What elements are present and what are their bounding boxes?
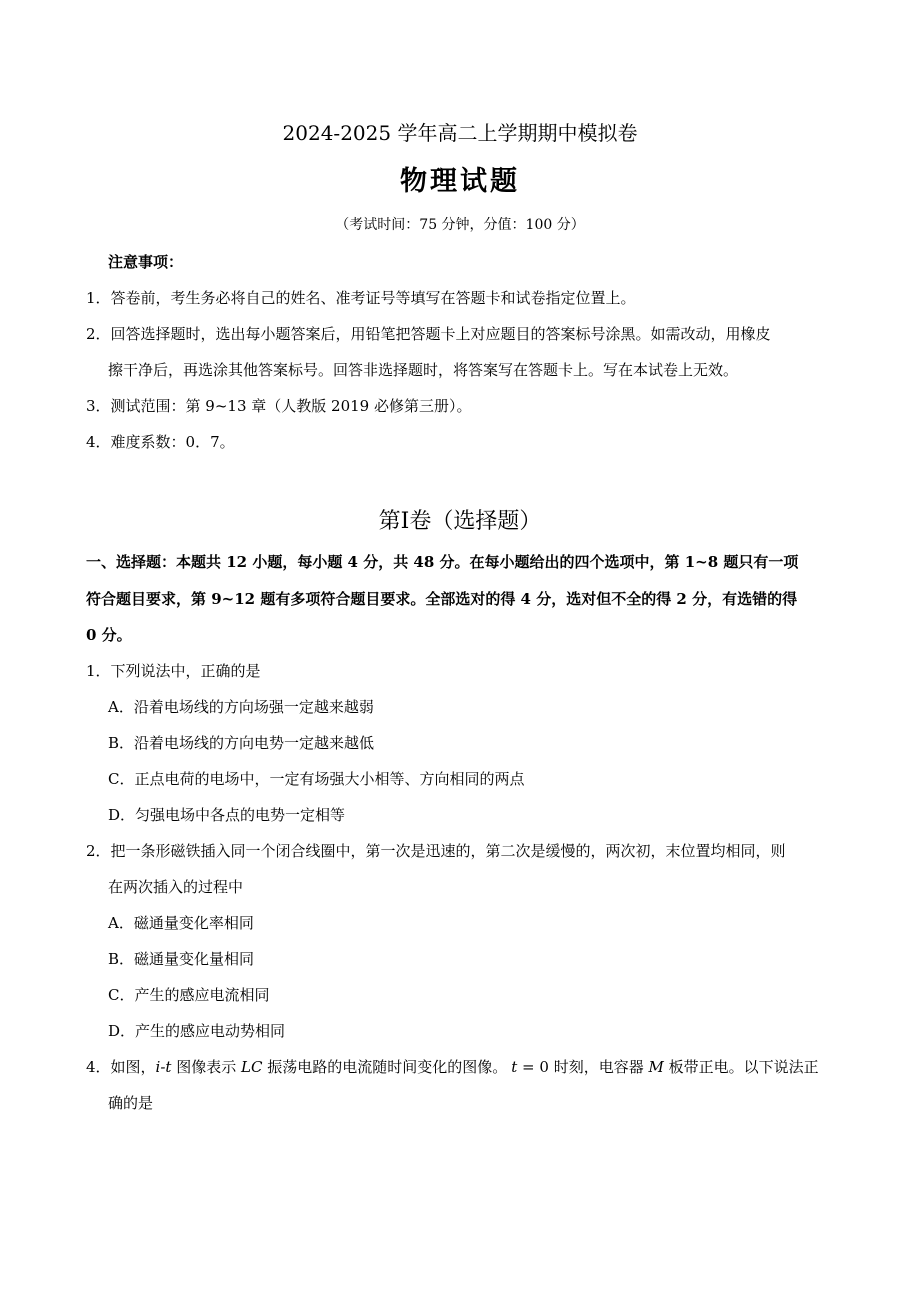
q4-lc-symbol: LC — [241, 1058, 263, 1076]
q4-part: 4．如图， — [86, 1058, 156, 1076]
notice-item-4: 4．难度系数：0．7。 — [86, 433, 235, 451]
section-instruction-2: 符合题目要求，第 9~12 题有多项符合题目要求。全部选对的得 4 分，选对但不全的得 2 分，有选错的得 — [86, 590, 798, 608]
question-1-option-b: B．沿着电场线的方向电势一定越来越低 — [108, 734, 375, 752]
section-instruction-1: 一、选择题：本题共 12 小题，每小题 4 分，共 48 分。在每小题给出的四个选项中，第 1~8 题只有一项 — [86, 553, 799, 571]
question-1-stem: 1．下列说法中，正确的是 — [86, 662, 261, 680]
section-instruction-3: 0 分。 — [86, 626, 132, 644]
question-1-option-a: A．沿着电场线的方向场强一定越来越弱 — [108, 698, 374, 716]
q4-t-symbol: t — [511, 1058, 518, 1076]
question-2-option-a: A．磁通量变化率相同 — [108, 914, 254, 932]
exam-title: 2024-2025 学年高二上学期期中模拟卷 — [282, 121, 638, 145]
question-1-option-c: C．正点电荷的电场中，一定有场强大小相等、方向相同的两点 — [108, 770, 525, 788]
question-2-option-b: B．磁通量变化量相同 — [108, 950, 255, 968]
subject-title: 物理试题 — [400, 166, 520, 197]
q4-t-equation: = 0 — [517, 1058, 549, 1076]
question-2-option-d: D．产生的感应电动势相同 — [108, 1022, 286, 1040]
question-2-stem: 2．把一条形磁铁插入同一个闭合线圈中，第一次是迅速的，第二次是缓慢的，两次初，末位置均相同，则 — [86, 842, 786, 860]
q4-part: 时刻，电容器 — [548, 1058, 649, 1076]
q4-part: 板带正电。以下说法正 — [663, 1058, 819, 1076]
question-4-stem — [86, 1057, 819, 1077]
notice-item-2-cont: 擦干净后，再选涂其他答案标号。回答非选择题时，将答案写在答题卡上。写在本试卷上无效。 — [108, 361, 739, 379]
exam-info: （考试时间：75 分钟，分值：100 分） — [335, 217, 585, 233]
notice-heading: 注意事项： — [108, 253, 184, 271]
q4-m-symbol: M — [648, 1058, 664, 1076]
q4-part: 图像表示 — [171, 1058, 241, 1076]
question-1-option-d: D．匀强电场中各点的电势一定相等 — [108, 806, 346, 824]
question-4-stem-cont: 确的是 — [108, 1094, 154, 1112]
question-2-option-c: C．产生的感应电流相同 — [108, 986, 270, 1004]
section-title: 第Ⅰ卷（选择题） — [378, 509, 542, 534]
notice-item-2: 2．回答选择题时，选出每小题答案后，用铅笔把答题卡上对应题目的答案标号涂黑。如需改动，用橡皮 — [86, 325, 771, 343]
q4-part: 振荡电路的电流随时间变化的图像。 — [262, 1058, 508, 1076]
question-2-stem-cont: 在两次插入的过程中 — [108, 878, 244, 896]
notice-item-1: 1．答卷前，考生务必将自己的姓名、准考证号等填写在答题卡和试卷指定位置上。 — [86, 289, 636, 307]
q4-it-symbol: i-t — [155, 1058, 172, 1076]
notice-item-3: 3．测试范围：第 9~13 章（人教版 2019 必修第三册）。 — [86, 397, 472, 415]
